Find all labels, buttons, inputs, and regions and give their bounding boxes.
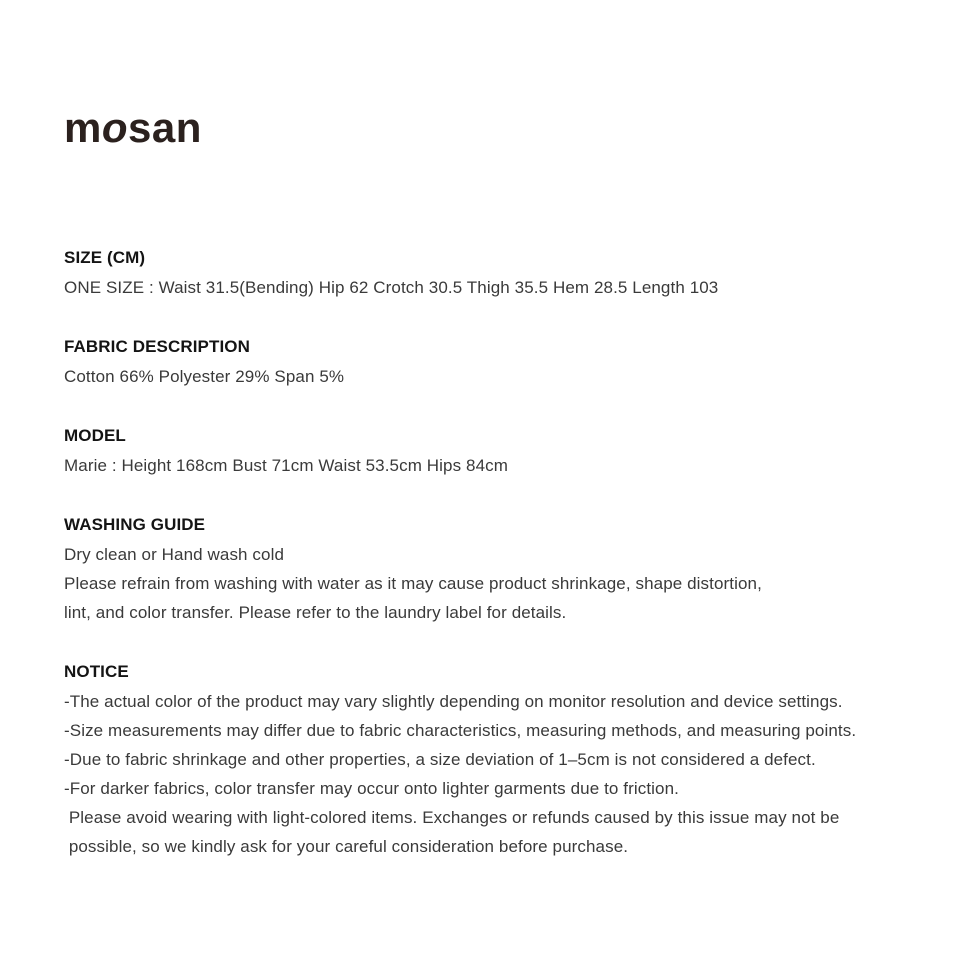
washing-guide-line: lint, and color transfer. Please refer to the laundry label for details.	[64, 603, 567, 622]
section-notice	[64, 657, 936, 861]
section-title-notice: NOTICE	[64, 662, 129, 681]
size-spec-line: ONE SIZE : Waist 31.5(Bending) Hip 62 Crotch 30.5 Thigh 35.5 Hem 28.5 Length 103	[64, 278, 719, 297]
section-washing-guide	[64, 510, 936, 627]
section-title-model: MODEL	[64, 426, 126, 445]
notice-line: possible, so we kindly ask for your careful consideration before purchase.	[64, 837, 629, 856]
fabric-composition-line: Cotton 66% Polyester 29% Span 5%	[64, 367, 345, 386]
section-title-fabric: FABRIC DESCRIPTION	[64, 337, 250, 356]
notice-line: -The actual color of the product may vary slightly depending on monitor resolution and device settings.	[64, 692, 843, 711]
product-details	[64, 243, 936, 861]
washing-guide-line: Please refrain from washing with water as it may cause product shrinkage, shape distortion,	[64, 574, 762, 593]
brand-logo-part-san: san	[128, 104, 202, 151]
brand-logo	[64, 105, 936, 151]
section-fabric	[64, 332, 936, 391]
brand-logo-part-o: o	[101, 104, 129, 151]
brand-logo-part-m: m	[64, 104, 102, 151]
notice-line: -For darker fabrics, color transfer may occur onto lighter garments due to friction.	[64, 779, 679, 798]
model-spec-line: Marie : Height 168cm Bust 71cm Waist 53.5cm Hips 84cm	[64, 456, 508, 475]
section-size	[64, 243, 936, 302]
notice-line: -Size measurements may differ due to fabric characteristics, measuring methods, and measuring points.	[64, 721, 857, 740]
notice-line: -Due to fabric shrinkage and other properties, a size deviation of 1–5cm is not considered a defect.	[64, 750, 816, 769]
section-title-size: SIZE (CM)	[64, 248, 146, 267]
section-title-washing-guide: WASHING GUIDE	[64, 515, 206, 534]
washing-guide-line: Dry clean or Hand wash cold	[64, 545, 285, 564]
notice-line: Please avoid wearing with light-colored items. Exchanges or refunds caused by this issue may not be	[64, 808, 840, 827]
section-model	[64, 421, 936, 480]
